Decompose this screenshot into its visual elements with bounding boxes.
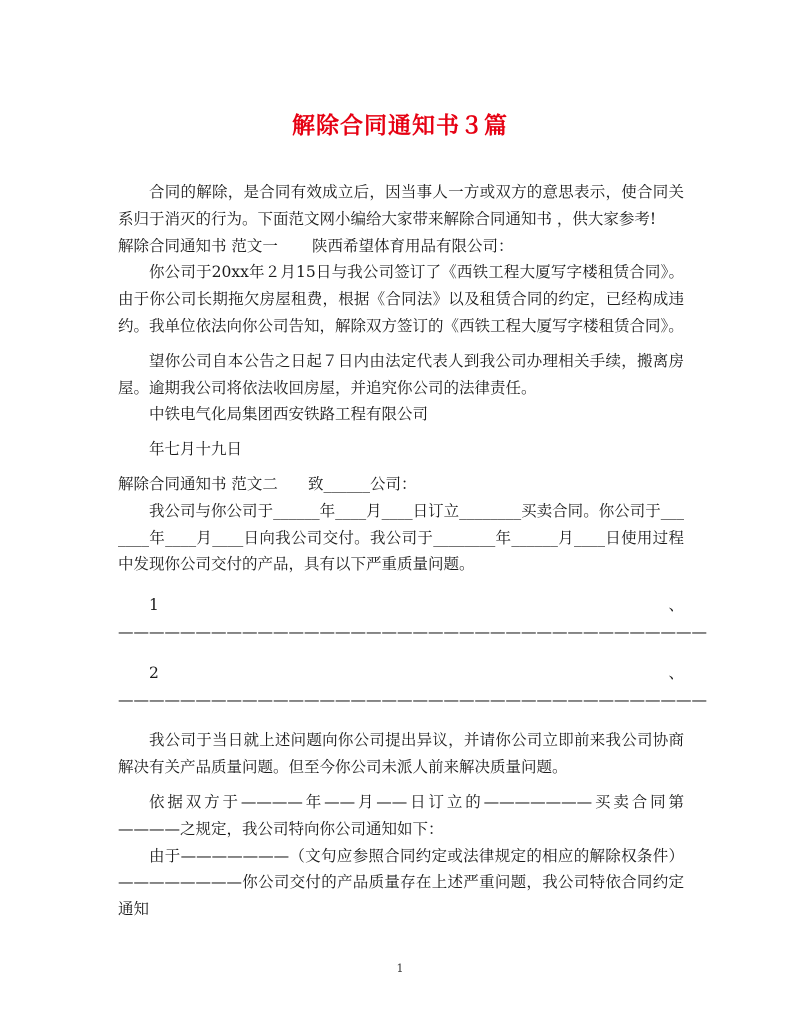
sample1-date: 年七月十九日 bbox=[149, 440, 243, 459]
sample2-paragraph-1: 我公司与你公司于______年____月____日订立________买卖合同。你公司于_______年____月____日向我公司交付。我公司于________年______月____日使用过程中发现你公司交付的产品，具有以下严重质量问题。 bbox=[118, 501, 684, 574]
sample1-signature: 中铁电气化局集团西安铁路工程有限公司 bbox=[149, 405, 429, 424]
page-number: 1 bbox=[396, 962, 404, 975]
sample2-paragraph-2: 我公司于当日就上述问题向你公司提出异议，并请你公司立即前来我公司协商解决有关产品质量问题。但至今你公司未派人前来解决质量问题。 bbox=[118, 731, 684, 777]
document-body bbox=[118, 179, 707, 923]
sample2-heading: 解除合同通知书 范文二 bbox=[118, 474, 278, 493]
sample2-item-1: 1、—————————————————————————————————————— bbox=[118, 596, 707, 641]
document-title: 解除合同通知书３篇 bbox=[292, 112, 508, 139]
sample1-addressee: 陕西希望体育用品有限公司： bbox=[311, 236, 514, 255]
sample1-heading: 解除合同通知书 范文一 bbox=[118, 236, 278, 255]
intro-paragraph: 合同的解除，是合同有效成立后，因当事人一方或双方的意思表示，使合同关系归于消灭的行为。下面范文网小编给大家带来解除合同通知书 ，供大家参考! bbox=[118, 183, 684, 228]
sample1-paragraph-1: 你公司于20xx年２月15日与我公司签订了《西铁工程大厦写字楼租赁合同》。由于你公司长期拖欠房屋租费，根据《合同法》以及租赁合同的约定，已经构成违约。我单位依法向你公司告知，解除双方签订的《西铁工程大厦写字楼租赁合同》。 bbox=[118, 263, 684, 335]
sample2-paragraph-3: 依据双方于————年——月——日订立的———————买卖合同第————之规定，我公司特向你公司通知如下： bbox=[118, 792, 684, 838]
sample2-item-2: 2、—————————————————————————————————————— bbox=[118, 663, 707, 709]
sample1-paragraph-2: 望你公司自本公告之日起７日内由法定代表人到我公司办理相关手续，搬离房屋。逾期我公司将依法收回房屋，并追究你公司的法律责任。 bbox=[118, 351, 684, 397]
sample1-heading-line bbox=[118, 233, 684, 260]
sample2-paragraph-4: 由于———————（文句应参照合同约定或法律规定的相应的解除权条件）————————你公司交付的产品质量存在上述严重问题，我公司特依合同约定通知 bbox=[118, 846, 684, 919]
sample2-heading-line bbox=[118, 471, 684, 498]
sample2-addressee: 致______公司： bbox=[307, 474, 417, 493]
